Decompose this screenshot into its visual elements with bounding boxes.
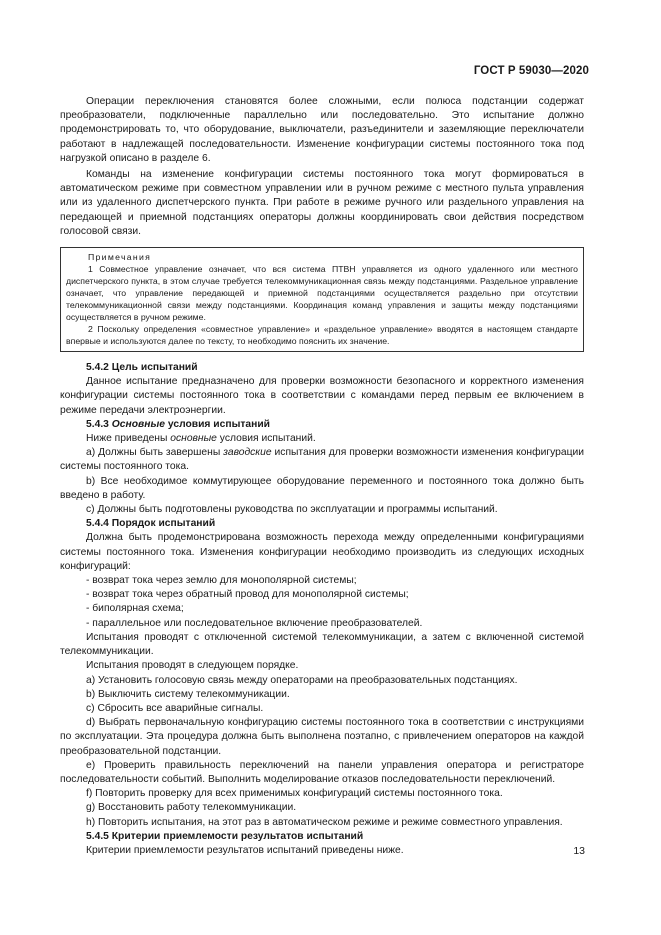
section-5-4-3-number: 5.4.3 bbox=[86, 418, 109, 430]
condition-a-emphasis: заводские bbox=[223, 447, 272, 459]
condition-a bbox=[60, 446, 584, 474]
procedure-step: f) Повторить проверку для всех применимых конфигураций системы постоянного тока. bbox=[86, 788, 503, 800]
config-list-item: - биполярная схема; bbox=[86, 603, 184, 615]
procedure-step: e) Проверить правильность переключений на панели управления оператора и регистраторе последовательности событий. Выполнить моделирование отказов последовательности переключений. bbox=[60, 759, 584, 785]
condition-a-post: испытания для проверки возможности изменения конфигурации системы постоянного тока. bbox=[60, 447, 584, 473]
section-5-4-2-text: Данное испытание предназначено для проверки возможности безопасного и корректного изменения конфигурации системы постоянного тока в соответствии с командами перед первым ее включением в режиме передачи электроэнергии. bbox=[60, 376, 584, 416]
section-5-4-5-text: Критерии приемлемости результатов испытаний приведены ниже. bbox=[86, 844, 404, 856]
section-5-4-2-heading: 5.4.2 Цель испытаний bbox=[86, 362, 198, 374]
section-5-4-3-heading-rest: условия испытаний bbox=[167, 418, 271, 430]
condition-c: c) Должны быть подготовлены руководства по эксплуатации и программы испытаний. bbox=[86, 504, 498, 516]
config-list-item: - возврат тока через обратный провод для монополярной системы; bbox=[86, 589, 409, 601]
lead-text-b: условия испытаний. bbox=[219, 433, 316, 445]
document-code: ГОСТ Р 59030—2020 bbox=[473, 65, 589, 77]
page-number: 13 bbox=[573, 845, 585, 857]
procedure-step: a) Установить голосовую связь между операторами на преобразовательных подстанциях. bbox=[86, 674, 518, 686]
note-item-1: 1 Совместное управление означает, что вся система ПТВН управляется из одного удаленного или местного диспетчерского пункта, в этом случае требуется телекоммуникационная связь между подстанциями. Раздельное управление означает, что управление передающей и приемной подстанциями осуществляется раздельно при отсутствии телекоммуникационной связи между подстанциями. Координация команд управления и защиты между подстанциями осуществляется в ручном режиме. bbox=[66, 264, 578, 323]
section-5-4-4-paragraph-2: Испытания проводят с отключенной системой телекоммуникации, а затем с включенной системой телекоммуникации. bbox=[60, 631, 584, 658]
condition-a-pre: a) Должны быть завершены bbox=[86, 447, 221, 459]
section-5-4-4-heading: 5.4.4 Порядок испытаний bbox=[86, 518, 216, 530]
procedure-step: c) Сбросить все аварийные сигналы. bbox=[86, 702, 264, 714]
section-5-4-4-paragraph-3: Испытания проводят в следующем порядке. bbox=[86, 660, 299, 672]
procedure-step: b) Выключить систему телекоммуникации. bbox=[86, 688, 290, 700]
config-list-item: - параллельное или последовательное включение преобразователей. bbox=[86, 617, 423, 629]
page-content bbox=[60, 95, 584, 858]
section-5-4-3-emphasis: Основные bbox=[111, 418, 165, 430]
lead-text-a: Ниже приведены bbox=[86, 433, 168, 445]
section-5-4-5-heading: 5.4.5 Критерии приемлемости результатов испытаний bbox=[86, 830, 364, 842]
note-item-2: 2 Поскольку определения «совместное управление» и «раздельное управление» вводятся в настоящем стандарте впервые и используются далее по тексту, то необходимо пояснить их значение. bbox=[66, 324, 578, 347]
notes-title: Примечания bbox=[88, 252, 152, 263]
notes-box bbox=[60, 247, 584, 352]
procedure-step: d) Выбрать первоначальную конфигурацию системы постоянного тока в соответствии с инструкциями по эксплуатации. Эта процедура должна быть выполнена поэтапно, с привлечением операторов на каждой преобразовательной подстанции. bbox=[60, 717, 584, 757]
condition-b: b) Все необходимое коммутирующее оборудование переменного и постоянного тока должно быть введено в работу. bbox=[60, 475, 584, 501]
section-5-4-3-lead bbox=[60, 432, 584, 446]
config-list-item: - возврат тока через землю для монополярной системы; bbox=[86, 575, 357, 587]
section-5-4-3-heading bbox=[60, 418, 584, 432]
procedure-step: g) Восстановить работу телекоммуникации. bbox=[86, 802, 297, 814]
procedure-step: h) Повторить испытания, на этот раз в автоматическом режиме и режиме совместного управления. bbox=[86, 816, 563, 828]
intro-paragraph-1: Операции переключения становятся более сложными, если полюса подстанции содержат преобразователи, подключенные параллельно или последовательно. Это испытание должно продемонстрировать то, что оборудование, выключатели, разъединители и заземляющие переключатели работают в надлежащей последовательности. Изменение конфигурации системы постоянного тока под нагрузкой описано в разделе 6. bbox=[60, 96, 584, 164]
lead-emphasis: основные bbox=[170, 433, 217, 445]
intro-paragraph-2: Команды на изменение конфигурации системы постоянного тока могут формироваться в автоматическом режиме при совместном управлении или в ручном режиме с местного пульта управления или из удаленного диспетчерского пункта. При работе в режиме ручного или раздельного управления на передающей и приемной подстанциях операторы должны координировать свои действия посредством голосовой связи. bbox=[60, 169, 584, 237]
section-5-4-4-paragraph-1: Должна быть продемонстрирована возможность перехода между определенными конфигурациями системы постоянного тока. Изменения конфигурации необходимо производить из следующих исходных конфигураций: bbox=[60, 532, 584, 572]
